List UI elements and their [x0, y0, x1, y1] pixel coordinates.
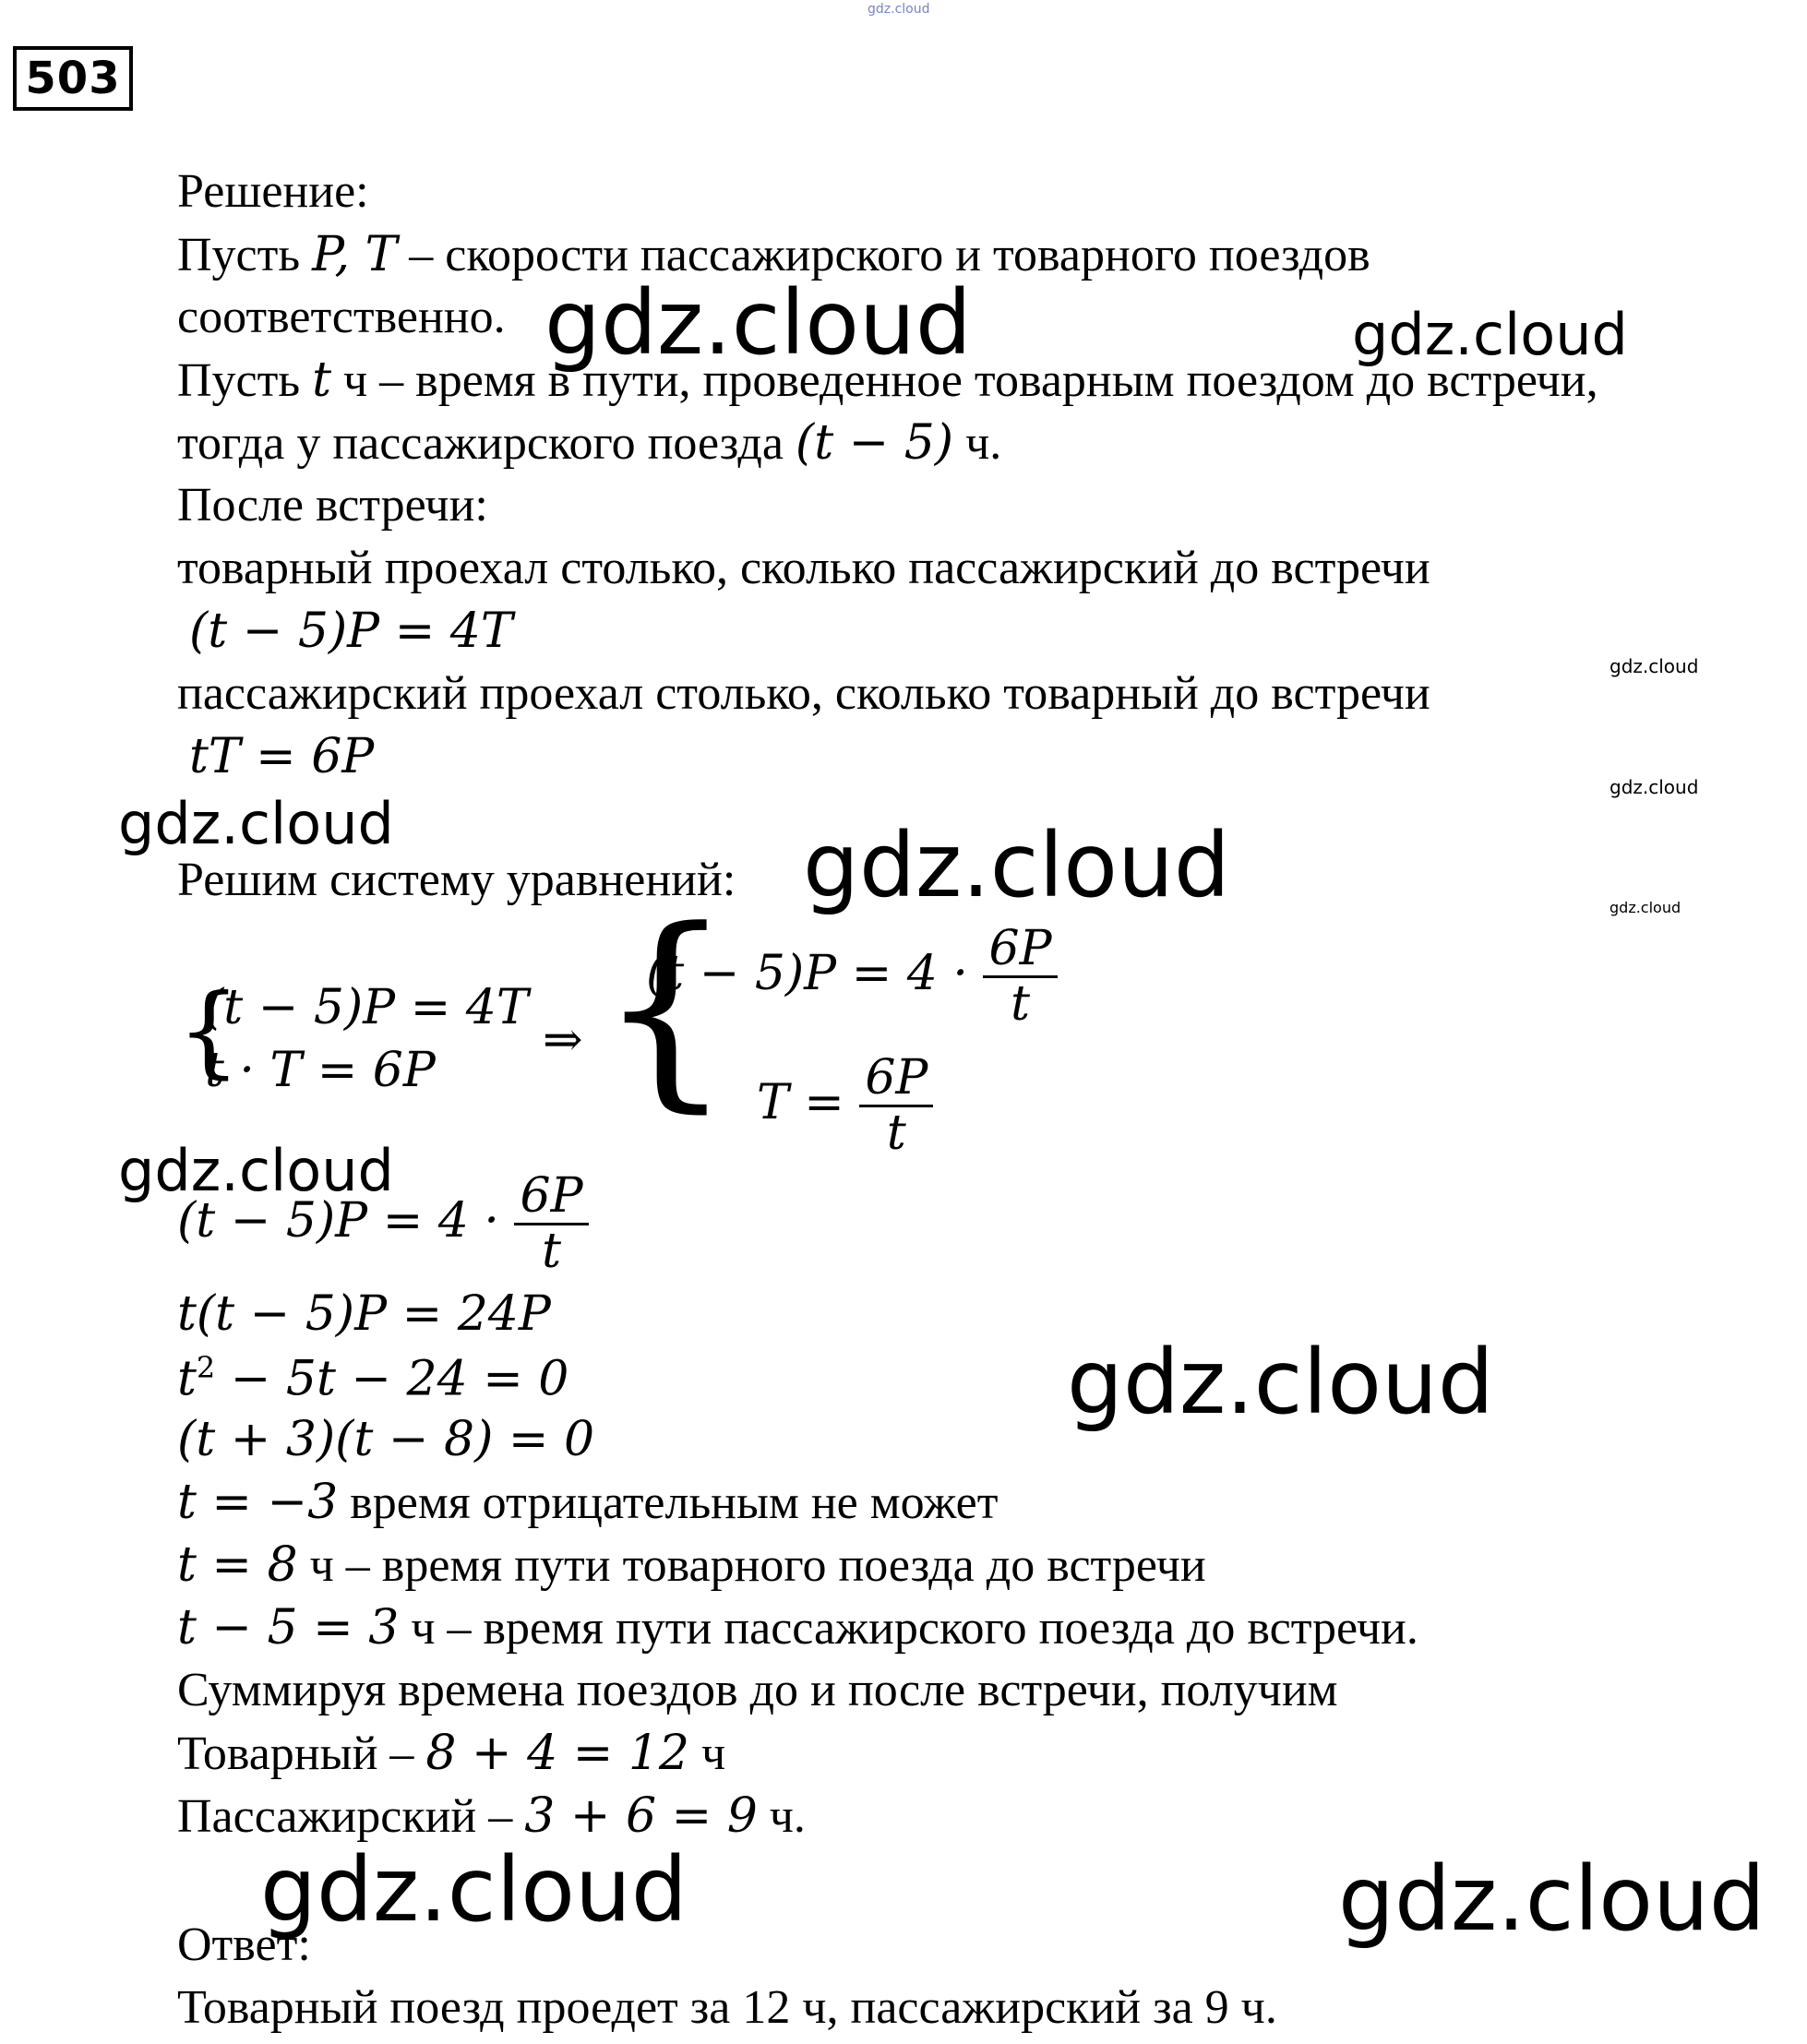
intro-text: Пусть: [177, 229, 313, 281]
watermark: gdz.cloud: [1610, 776, 1699, 798]
watermark: gdz.cloud: [803, 814, 1230, 917]
math-term: t: [177, 1351, 197, 1407]
problem-number-box: 503: [13, 46, 133, 111]
intro-text: Пусть: [177, 354, 313, 407]
system-left-equation-1: (t − 5)P = 4T: [205, 980, 529, 1035]
fraction-numerator: 6P: [859, 1052, 933, 1107]
system-right-equation-1: [646, 923, 1058, 1031]
math-term: 3 + 6 = 9: [524, 1788, 758, 1844]
after-meeting-title: После встречи:: [177, 479, 488, 532]
fraction: [859, 1052, 933, 1160]
intro-line-2: соответственно.: [177, 291, 506, 343]
watermark: gdz.cloud: [260, 1838, 688, 1942]
fraction: [983, 923, 1057, 1031]
step-text: ч – время пути товарного поезда до встречи: [297, 1539, 1206, 1592]
fraction: [514, 1170, 588, 1278]
watermark: gdz.cloud: [118, 1137, 394, 1204]
system-left-equation-2: t · T = 6P: [205, 1043, 436, 1098]
intro-text: ч.: [953, 417, 1002, 470]
answer-text: Товарный поезд проедет за 12 ч, пассажирский за 9 ч.: [177, 1981, 1277, 2034]
intro-math: (t − 5): [795, 415, 954, 471]
answer-label: Ответ:: [177, 1918, 311, 1971]
math-term: t − 5 = 3: [177, 1600, 400, 1656]
unit-text: ч: [689, 1727, 726, 1780]
passenger-total-time: [177, 1788, 806, 1844]
solution-step-8: Суммируя времена поездов до и после встречи, получим: [177, 1664, 1338, 1716]
fraction-numerator: 6P: [983, 923, 1057, 978]
watermark: gdz.cloud: [1338, 1847, 1765, 1951]
exponent: 2: [196, 1350, 216, 1385]
step-text: Товарный –: [177, 1727, 426, 1780]
intro-text: – скорости пассажирского и товарного поездов: [397, 229, 1370, 281]
step-text: ч – время пути пассажирского поезда до встречи.: [399, 1602, 1418, 1655]
fraction-numerator: 6P: [514, 1170, 588, 1225]
intro-text: ч – время в пути, проведенное товарным поездом до встречи,: [330, 354, 1598, 407]
system-left-brace: {: [177, 974, 241, 1089]
step-text: время отрицательным не может: [338, 1476, 999, 1529]
watermark-top: gdz.cloud: [868, 2, 930, 17]
watermark: gdz.cloud: [1610, 899, 1681, 916]
step-text: Пассажирский –: [177, 1790, 525, 1843]
intro-line-4: [177, 415, 1002, 471]
intro-text: тогда у пассажирского поезда: [177, 417, 796, 470]
equation-freight: (t − 5)P = 4T: [189, 604, 513, 659]
solution-heading: Решение:: [177, 165, 369, 218]
freight-total-time: [177, 1726, 726, 1781]
equation-passenger: tT = 6P: [189, 729, 375, 784]
watermark: gdz.cloud: [1067, 1331, 1494, 1434]
passenger-distance-text: пассажирский проехал столько, сколько товарный до встречи: [177, 667, 1430, 720]
solution-step-5: [177, 1475, 999, 1530]
watermark: gdz.cloud: [1610, 655, 1699, 677]
unit-text: ч.: [757, 1790, 806, 1843]
math-term: 8 + 4 = 12: [425, 1726, 689, 1781]
intro-math: P, T: [312, 227, 398, 282]
fraction-denominator: t: [886, 1106, 906, 1162]
freight-distance-text: товарный проехал столько, сколько пассажирский до встречи: [177, 542, 1430, 594]
intro-math: t: [312, 353, 331, 408]
math-term: − 5t − 24 = 0: [215, 1351, 569, 1407]
fraction-denominator: t: [542, 1224, 561, 1280]
system-right-equation-2: [757, 1052, 933, 1160]
solution-step-4: (t + 3)(t − 8) = 0: [177, 1412, 595, 1467]
system-title: Решим систему уравнений:: [177, 854, 736, 906]
solution-step-7: [177, 1600, 1418, 1656]
implies-arrow: ⇒: [543, 1014, 583, 1067]
watermark: gdz.cloud: [544, 271, 972, 375]
solution-step-6: [177, 1537, 1206, 1593]
equation-lhs: (t − 5)P = 4 ·: [177, 1193, 499, 1249]
solution-step-2: t(t − 5)P = 24P: [177, 1286, 551, 1342]
equation-lhs: (t − 5)P = 4 ·: [646, 946, 968, 1002]
watermark: gdz.cloud: [1352, 301, 1628, 368]
math-term: t = 8: [177, 1537, 298, 1593]
system-right-brace: {: [598, 885, 734, 1131]
fraction-denominator: t: [1011, 976, 1030, 1033]
math-term: t = −3: [177, 1475, 339, 1530]
watermark: gdz.cloud: [118, 790, 394, 857]
solution-step-3: [177, 1350, 569, 1407]
equation-lhs: T =: [757, 1075, 844, 1131]
